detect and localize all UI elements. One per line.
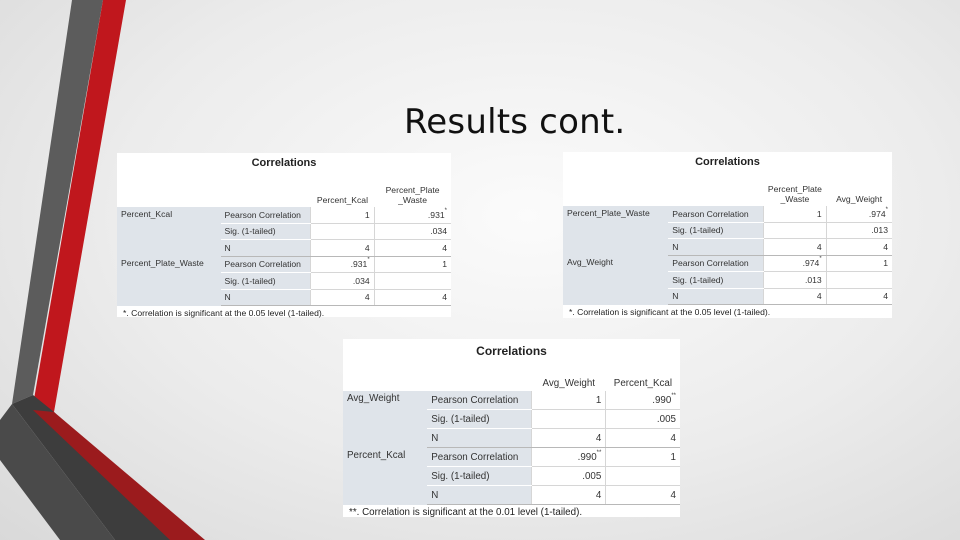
table-row [117,207,451,223]
value-text: .005 [656,413,676,425]
value-text: 1 [595,394,602,406]
value-cell [764,206,827,222]
value-cell [374,289,451,306]
value-text: 4 [883,291,888,302]
value-cell [374,207,451,223]
value-cell [764,288,827,305]
statistic-label: Pearson Correlation [427,391,531,410]
value-cell [826,222,892,239]
statistic-label: Sig. (1-tailed) [668,222,763,239]
row-variable-label: Avg_Weight [343,391,427,448]
value-cell [826,206,892,222]
value-text: 4 [883,241,888,252]
row-variable-label: Avg_Weight [563,255,668,305]
value-text: 4 [670,489,676,501]
value-text: 1 [442,259,447,270]
row-variable-label: Percent_Kcal [117,207,221,256]
value-text: 4 [816,291,822,302]
value-cell [374,273,451,290]
column-header: Avg_Weight [836,194,883,204]
significance-mark: ** [671,392,676,399]
value-text: 4 [364,292,370,303]
correlations-grid [117,173,451,306]
value-cell [826,255,892,272]
statistic-label: N [668,288,763,305]
row-variable-label: Percent_Kcal [343,448,427,505]
table-row [343,391,680,410]
value-cell [374,223,451,240]
value-cell [311,289,374,306]
value-cell [764,272,827,289]
value-cell [764,239,827,256]
value-text: 4 [670,432,676,444]
statistic-label: Pearson Correlation [221,207,311,223]
statistic-label: Sig. (1-tailed) [668,272,763,289]
value-cell [532,467,606,486]
value-text: .931 [427,209,445,220]
value-cell [606,391,680,410]
value-text: 1 [816,208,822,219]
statistic-label: Pearson Correlation [221,256,311,273]
value-cell [374,240,451,257]
value-cell [311,207,374,223]
table-row [117,256,451,273]
statistic-label: Pearson Correlation [668,255,763,272]
value-text: 4 [442,292,447,303]
value-text: 4 [595,489,602,501]
value-cell [532,410,606,429]
statistic-label: N [668,239,763,256]
value-cell [606,429,680,448]
statistic-label: Pearson Correlation [668,206,763,222]
value-text: .034 [430,226,447,237]
column-header: Percent_Kcal [613,378,673,389]
statistic-label: Sig. (1-tailed) [221,273,311,290]
value-cell [532,448,606,467]
table-caption: Correlations [476,344,547,358]
significance-mark: * [885,206,888,213]
value-text: 4 [364,242,370,253]
correlations-grid [563,172,892,305]
value-cell [764,222,827,239]
significance-mark: * [819,256,822,263]
value-text: 1 [883,258,888,269]
correlations-grid [343,363,680,505]
value-cell [826,272,892,289]
value-cell [311,273,374,290]
value-cell [606,448,680,467]
table-footnote: **. Correlation is significant at the 0.01 level (1-tailed). [349,507,583,518]
value-text: .990 [577,451,597,463]
column-header: Percent_Plate _Waste [385,185,440,205]
significance-mark: * [444,207,447,214]
value-cell [532,391,606,410]
table-row [563,206,892,222]
value-text: .005 [582,470,602,482]
value-text: 4 [816,241,822,252]
value-cell [764,255,827,272]
column-header: Avg_Weight [542,378,596,389]
statistic-label: Sig. (1-tailed) [427,410,531,429]
column-header: Percent_Kcal [316,195,368,205]
table-caption: Correlations [251,157,317,169]
column-header: Percent_Plate _Waste [767,184,822,204]
value-cell [532,486,606,505]
row-variable-label: Percent_Plate_Waste [117,256,221,306]
table-row [343,448,680,467]
value-cell [374,256,451,273]
statistic-label: N [221,289,311,306]
value-cell [606,410,680,429]
correlations-table-1 [117,153,451,317]
correlations-table-3 [343,339,680,517]
value-text: .974 [802,258,820,269]
statistic-label: N [427,429,531,448]
correlations-table-2 [563,152,892,318]
value-text: .013 [804,274,822,285]
statistic-label: Sig. (1-tailed) [427,467,531,486]
value-cell [311,240,374,257]
value-text: .931 [350,259,368,270]
value-cell [606,467,680,486]
value-text: .974 [868,208,886,219]
significance-mark: ** [596,449,602,456]
value-text: 1 [364,209,370,220]
significance-mark: * [367,257,370,264]
value-cell [311,223,374,240]
value-text: .034 [352,275,370,286]
value-cell [532,429,606,448]
slide-title: Results cont. [404,102,626,142]
table-row [563,255,892,272]
table-footnote: *. Correlation is significant at the 0.05 level (1-tailed). [569,307,771,317]
statistic-label: N [427,486,531,505]
value-text: 4 [595,432,602,444]
table-caption: Correlations [695,156,760,168]
value-cell [826,239,892,256]
value-cell [606,486,680,505]
value-cell [311,256,374,273]
value-cell [826,288,892,305]
table-footnote: *. Correlation is significant at the 0.05 level (1-tailed). [123,308,325,318]
statistic-label: Pearson Correlation [427,448,531,467]
statistic-label: N [221,240,311,257]
value-text: .990 [652,394,672,406]
value-text: .013 [871,225,888,236]
statistic-label: Sig. (1-tailed) [221,223,311,240]
row-variable-label: Percent_Plate_Waste [563,206,668,255]
value-text: 4 [442,242,447,253]
value-text: 1 [670,451,676,463]
